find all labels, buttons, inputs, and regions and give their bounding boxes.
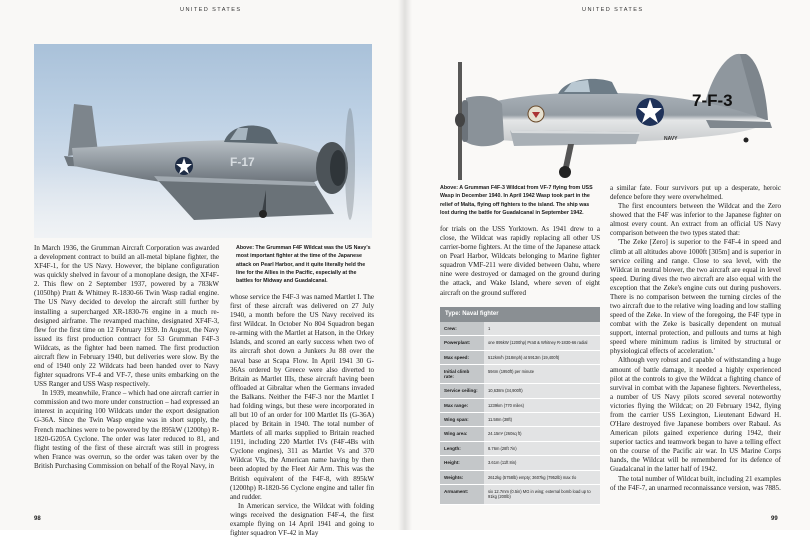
book-gutter	[398, 0, 412, 530]
spec-value: one 895kW (1200hp) Pratt & Whitney R-1830-66 radial	[484, 336, 600, 349]
spec-row	[440, 384, 600, 398]
spec-key: Service ceiling:	[440, 384, 484, 397]
spec-key: Wing span:	[440, 413, 484, 426]
body-paragraph: In March 1936, the Grumman Aircraft Corporation was awarded a development contract to build an all-metal biplane fighter, the XF4F-1, for the US Navy. However, the biplane configuration was quickly shelved in favour of a monoplane design, the XF4F-2. This flew on 2 September 1937, powered by a 783kW (1050hp) Pratt & Whitney R-1830-66 Twin Wasp radial engine. The US Navy decided to develop the aircraft still further by installing a supercharged XR-1830-76 engine in a much re-designed airframe. The revamped machine, designated XF4F-3, flew for the first time on 12 February 1939. In August, the Navy issued its first production contract for 53 Grumman F4F-3 Wildcats, as the fighter had been named. The first production aircraft flew in February 1940, but deliveries were slow. By the end of 1940 only 22 Wildcats had been handed over to Navy fighter squadrons VF-4 and VF-7, these units embarking on the USS Ranger and USS Wasp respectively.	[34, 244, 219, 389]
spec-row	[440, 471, 600, 485]
spec-row	[440, 365, 600, 384]
body-quote: 'The Zeke [Zero] is superior to the F4F-4 in speed and climb at all altitudes above 1000ft [305m] and is superior in service ceiling and range. Close to sea level, with the Wildcat in neutral blower, the two aircraft are equal in level speed. During dives the two aircraft are also equal with the exception that the Zeke's engine cuts out during pushovers. There is no comparison between the turning circles of the two aircraft due to the relative wing loading and low stalling speed of the Zeke. In view of the foregoing, the F4F type in combat with the Zeke is basically dependent on mutual support, internal protection, and pullouts and turns at high speed where minimum radius is limited by structural or physiological effects of acceleration.'	[610, 238, 781, 356]
body-column-4	[610, 184, 781, 493]
body-paragraph: whose service the F4F-3 was named Martlet I. The first of these aircraft was delivered on 27 July 1940, a month before the US Navy received its first Wildcat. In October No 804 Squadron began re-arming with the Martlet at Hatson, in the Orkey Islands, and scored an early success when two of its aircraft shot down a Junkers Ju 88 over the naval base at Scapa Flow. In April 1941 30 G-36As ordered by Greece were also diverted to Britain as Martlet IIIs, these aircraft having been offloaded at Gibraltar when the Germans invaded the Balkans. Neither the F4F-3 nor the Martlet I had folding wings, but these were incorporated in all but 10 of an order for 100 Martlet IIs (G-36A) placed by Britain in 1940. The total number of Martlets of all marks supplied to Britain reached 1191, including 220 Martlet IVs (F4F-4Bs with Cyclone engines), 311 as Martlet Vs and 370 Wildcat VIs, the American name having by then been adopted by the Fleet Air Arm. This was the British equivalent of the F4F-8, with 895kW (1200hp) R-1820-56 Cyclone engine and taller fin and rudder.	[230, 293, 374, 501]
spec-key: Crew:	[440, 322, 484, 335]
body-column-2	[230, 293, 374, 538]
spec-row	[440, 322, 600, 336]
spec-value: 24.15m² (260sq ft)	[484, 427, 600, 440]
spec-key: Max speed:	[440, 351, 484, 364]
spec-key: Height:	[440, 456, 484, 469]
photo-caption-left: Above: The Grumman F4F Wildcat was the US Navy's most important fighter at the time of the Japanese attack on Pearl Harbor, and it quite literally held the line for the Allies in the Pacific, especially at the battles for Midway and Guadalcanal.	[236, 245, 371, 285]
body-paragraph: for trials on the USS Yorktown. As 1941 drew to a close, the Wildcat was rapidly replacing all other US carrier-borne fighters. At the time of the Japanese attack on Pearl Harbor, Wildcats belonging to Marine fighter squadron VMF-211 were divided between Oahu, where nine were destroyed or damaged on the ground during the attack, and Wake Island, where seven of eight aircraft on the ground suffered	[440, 225, 600, 297]
spec-row	[440, 442, 600, 456]
spec-table-title: Type: Naval fighter	[440, 307, 600, 322]
page-number-left: 98	[34, 516, 41, 522]
wildcat-photo-illustration	[34, 44, 372, 238]
spec-value: 2612kg (5758lb) empty; 3607kg (7952lb) max t/o	[484, 471, 600, 484]
spec-value: 1239km (770 miles)	[484, 399, 600, 412]
spec-value: 3.61m (11ft 8in)	[484, 456, 600, 469]
wildcat-flight-photo	[34, 44, 372, 238]
running-head-left: UNITED STATES	[180, 7, 242, 13]
body-paragraph: In American service, the Wildcat with folding wings received the designation F4F-4, the first example flying on 14 April 1941 and going to fighter squadron VF-42 in May	[230, 501, 374, 538]
body-paragraph: The first encounters between the Wildcat and the Zero showed that the F4F was inferior to the Japanese fighter on almost every count. An extract from an official US Navy comparison between the two types stated that:	[610, 202, 781, 238]
spec-key: Armament:	[440, 485, 484, 504]
profile-caption-right: Above: A Grumman F4F-3 Wildcat from VF-7 flying from USS Wasp in December 1940. In April 1942 Wasp took part in the relief of Malta, flying off fighters to the island. The ship was lost during the battle for Guadalcanal in September 1942.	[440, 185, 593, 216]
spec-row	[440, 399, 600, 413]
spec-value: 1	[484, 322, 600, 335]
spec-key: Powerplant:	[440, 336, 484, 349]
spec-key: Max range:	[440, 399, 484, 412]
profile-navy-text: NAVY	[664, 136, 678, 142]
spec-key: Weights:	[440, 471, 484, 484]
spec-value: 11.58m (38ft)	[484, 413, 600, 426]
wildcat-profile-illustration	[440, 48, 780, 180]
spec-row	[440, 413, 600, 427]
spec-key: Wing area:	[440, 427, 484, 440]
spec-key: Length:	[440, 442, 484, 455]
spec-value: 8.76m (28ft 7in)	[484, 442, 600, 455]
spec-row	[440, 485, 600, 505]
spec-value: 594m (1950ft) per minute	[484, 365, 600, 383]
body-column-1	[34, 244, 219, 471]
spec-table-rows	[440, 322, 600, 505]
photo-marking-text: F-17	[230, 155, 255, 169]
body-paragraph: The total number of Wildcat built, including 21 examples of the F4F-7, an unarmed reconnaissance version, was 7885.	[610, 474, 781, 492]
body-paragraph: Although very robust and capable of withstanding a huge amount of battle damage, it needed a highly experienced pilot at the controls to give the Wildcat a fighting chance of survival in combat with the Japanese fighters. Nevertheless, a number of US Navy pilots scored several noteworthy victories flying the Wildcat; on 20 February 1942, flying from the carrier USS Lexington, Lieutenant Edward H. O'Hare destroyed five Japanese bombers over Rabaul. As American pilots gained experience during 1942, their superior tactics and teamwork began to have a telling effect on the course of the Pacific air war. In US Marine Corps hands, the Wildcat will be remembered for its defence of Guadalcanal in the latter half of 1942.	[610, 356, 781, 474]
spec-row	[440, 336, 600, 350]
spec-value: six 12.7mm (0.5in) MG in wing; external bomb load up to 91kg (200lb)	[484, 485, 600, 504]
running-head-right: UNITED STATES	[582, 7, 644, 13]
profile-artwork	[440, 48, 780, 180]
profile-code-text: 7-F-3	[692, 91, 733, 110]
spec-row	[440, 427, 600, 441]
body-paragraph: a similar fate. Four survivors put up a desperate, heroic defence before they were overwhelmed.	[610, 184, 781, 202]
spec-row	[440, 456, 600, 470]
spec-row	[440, 351, 600, 365]
page-number-right: 99	[771, 516, 778, 522]
body-column-3	[440, 225, 600, 298]
spec-value: 10,638m (34,900ft)	[484, 384, 600, 397]
spec-key: Initial climb rate:	[440, 365, 484, 383]
spec-value: 512km/h (318mph) at 5913m (19,400ft)	[484, 351, 600, 364]
body-paragraph: In 1939, meanwhile, France – which had one aircraft carrier in commission and two more under construction – had expressed an interest in acquiring 100 Wildcats under the export designation G-36A. Since the Twin Wasp engine was in short supply, the French machines were to be powered by the 895kW (1200hp) R-1820-G205A Cyclone. The order was later reduced to 81, and flight testing of the first of these aircraft was still in progress when France was overrun, so the order was taken over by the British Purchasing Commission on behalf of the Royal Navy, in	[34, 389, 219, 470]
spec-table	[440, 307, 600, 505]
